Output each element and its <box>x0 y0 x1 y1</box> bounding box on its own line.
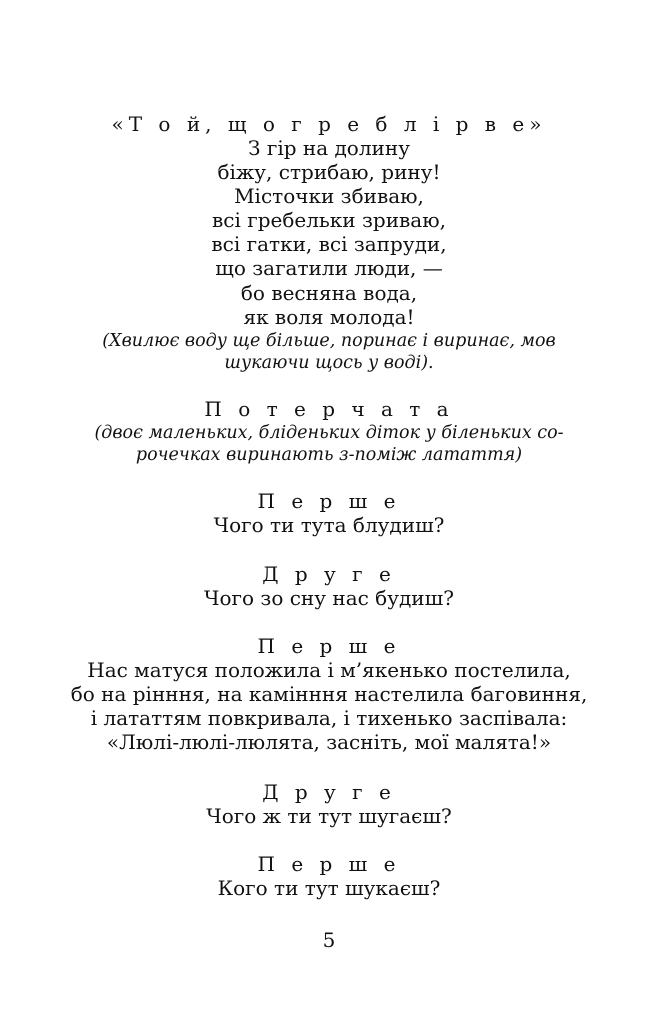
speaker-name: П о т е р ч а т а <box>204 397 454 421</box>
verse-line: що загатили люди, — <box>215 256 443 280</box>
verse-line: бо весняна вода, <box>240 281 418 305</box>
verse-line: всі гребельки зриваю, <box>212 208 446 232</box>
speaker-name: П е р ш е <box>257 634 401 658</box>
verse-line: всі гатки, всі запруди, <box>211 232 447 256</box>
speaker-name: П е р ш е <box>257 489 401 513</box>
stage-direction: шукаючи щось у воді). <box>224 353 434 373</box>
stage-direction: (двоє маленьких, бліденьких діток у біленьких со- <box>94 423 564 443</box>
speaker-name: «Т о й, щ о г р е б л і р в е» <box>111 112 547 136</box>
verse-line: бо на рінння, на камінння настелила баговиння, <box>70 682 588 706</box>
page-number: 5 <box>322 928 336 952</box>
stage-direction: рочечках виринають з-поміж латаття) <box>135 445 523 465</box>
verse-line: Кого ти тут шукаєш? <box>217 876 441 900</box>
verse-line: Місточки збиваю, <box>234 184 424 208</box>
verse-line: Чого ти тута блудиш? <box>213 513 445 537</box>
verse-line: З гір на долину <box>248 136 410 160</box>
stage-direction: (Хвилює воду ще більше, поринає і виринає, мов <box>102 331 556 351</box>
verse-line: Чого ж ти тут шугаєш? <box>206 804 452 828</box>
speaker-name: П е р ш е <box>257 852 401 876</box>
speaker-name: Д р у г е <box>262 780 396 804</box>
speaker-name: Д р у г е <box>262 562 396 586</box>
verse-line: і лататтям повкривала, і тихенько заспівала: <box>90 706 568 730</box>
verse-line: «Люлі-люлі-люлята, засніть, мої малята!» <box>106 730 552 754</box>
verse-line: біжу, стрибаю, рину! <box>217 160 441 184</box>
verse-line: як воля молода! <box>243 305 415 329</box>
verse-line: Чого зо сну нас будиш? <box>204 586 454 610</box>
verse-line: Нас матуся положила і м’якенько постелила, <box>87 658 571 682</box>
